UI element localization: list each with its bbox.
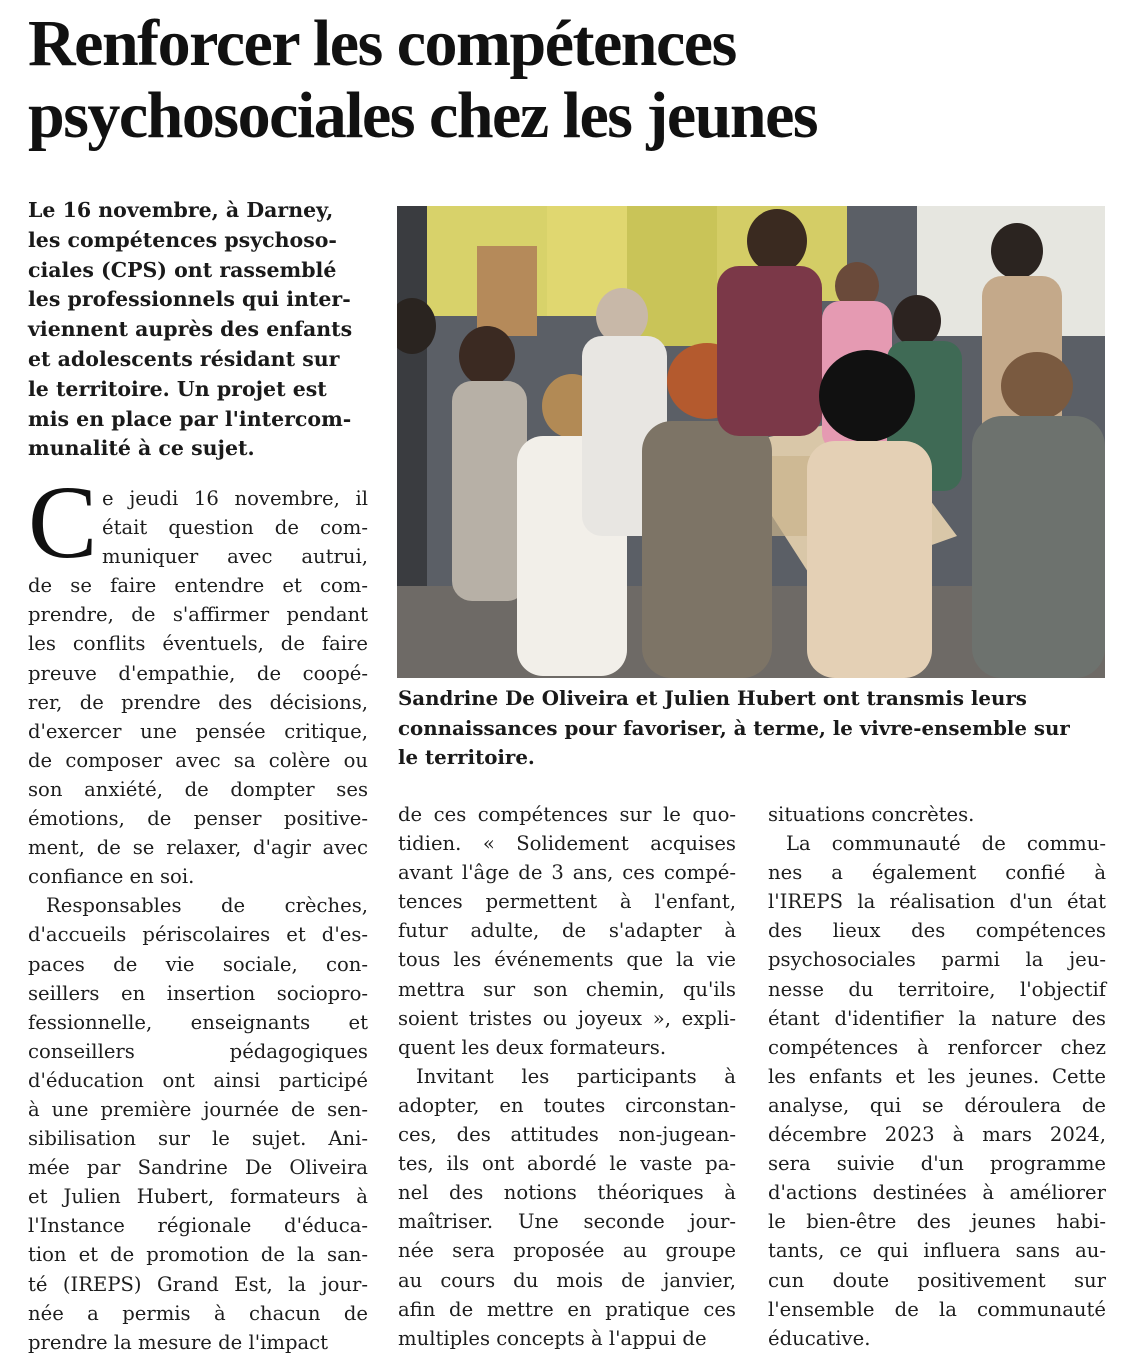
body-line: d'éducation ont ainsi participé — [28, 1068, 368, 1092]
body-line: tidien. « Solidement acquises — [398, 832, 736, 856]
body-line: confiance en soi. — [28, 865, 195, 889]
lead-line: Le 16 novembre, à Darney, — [28, 198, 334, 222]
body-line: mée par Sandrine De Oliveira — [28, 1156, 368, 1180]
body-line: prendre, de s'affirmer pendant — [28, 603, 368, 627]
lead-line: les compétences psychoso- — [28, 227, 337, 252]
body-column-2 — [398, 800, 736, 1353]
drop-cap: C — [28, 465, 98, 580]
body-line: sibilisation sur le sujet. Ani- — [28, 1127, 368, 1151]
body-line: à une première journée de sen- — [28, 1097, 368, 1121]
body-line: d'actions destinées à améliorer — [768, 1181, 1106, 1205]
body-line: mettra sur son chemin, qu'ils — [398, 977, 736, 1001]
body-line: soient tristes ou joyeux », expli- — [398, 1006, 736, 1030]
body-line: décembre 2023 à mars 2024, — [768, 1123, 1106, 1147]
body-line: muniquer avec autrui, — [102, 545, 368, 569]
caption-line: le territoire. — [398, 745, 535, 769]
article-headline — [28, 8, 1118, 152]
body-line: de se faire entendre et com- — [28, 574, 368, 598]
body-line: paces de vie sociale, con- — [28, 952, 368, 976]
body-line: ment, de se relaxer, d'agir avec — [28, 836, 368, 860]
body-line: des lieux des compétences — [768, 919, 1106, 943]
body-line: Invitant les participants à — [416, 1064, 736, 1088]
body-line: avant l'âge de 3 ans, ces compé- — [398, 861, 736, 885]
photo-illustration — [397, 206, 1105, 678]
lead-line: mis en place par l'intercom- — [28, 406, 352, 431]
caption-line: Sandrine De Oliveira et Julien Hubert ont transmis leurs — [398, 686, 1027, 710]
body-line: multiples concepts à l'appui de — [398, 1326, 707, 1350]
lead-line: les professionnels qui inter- — [28, 287, 351, 312]
body-line: étant d'identifier la nature des — [768, 1006, 1106, 1030]
body-line: de ces compétences sur le quo- — [398, 803, 736, 826]
body-line: l'Instance régionale d'éduca- — [28, 1214, 368, 1238]
body-line: tants, ce qui influera sans au- — [768, 1239, 1106, 1263]
body-line: les enfants et les jeunes. Cette — [768, 1064, 1106, 1088]
body-line: cun doute positivement sur — [768, 1268, 1106, 1292]
body-line: d'accueils périscolaires et d'es- — [28, 923, 368, 947]
body-line: analyse, qui se déroulera de — [768, 1093, 1106, 1117]
body-line: adopter, en toutes circonstan- — [398, 1093, 736, 1117]
photo-caption — [398, 684, 1098, 773]
body-line: ces, des attitudes non-jugean- — [398, 1123, 736, 1147]
body-line: conseillers pédagogiques — [28, 1039, 368, 1063]
body-line: les conflits éventuels, de faire — [28, 632, 368, 656]
body-line: le bien-être des jeunes habi- — [768, 1210, 1106, 1234]
body-line: tion et de promotion de la san- — [28, 1243, 368, 1267]
body-line: née a permis à chacun de — [28, 1301, 368, 1325]
body-line: seillers en insertion sociopro- — [28, 981, 368, 1005]
body-line: l'ensemble de la communauté — [768, 1297, 1106, 1321]
body-line: et Julien Hubert, formateurs à — [28, 1185, 368, 1209]
body-line: compétences à renforcer chez — [768, 1035, 1106, 1059]
group-workshop-photo — [397, 206, 1105, 678]
body-line: afin de mettre en pratique ces — [398, 1297, 736, 1321]
body-line: au cours du mois de janvier, — [398, 1268, 736, 1292]
body-line: l'IREPS la réalisation d'un état — [768, 890, 1106, 914]
article-lead — [28, 196, 373, 464]
lead-line: et adolescents résidant sur — [28, 346, 340, 371]
headline-line-1: Renforcer les compétences — [28, 7, 736, 80]
headline-line-2: psychosociales chez les jeunes — [28, 79, 818, 152]
body-line: nesse du territoire, l'objectif — [768, 977, 1106, 1001]
body-line: e jeudi 16 novembre, il — [102, 487, 368, 510]
body-line: d'exercer une pensée critique, — [28, 719, 368, 743]
body-line: situations concrètes. — [768, 803, 975, 826]
body-line: nes a également confié à — [768, 861, 1106, 885]
lead-line: munalité à ce sujet. — [28, 436, 255, 461]
body-line: de composer avec sa colère ou — [28, 748, 368, 772]
body-column-1 — [28, 484, 368, 1357]
body-line: tences permettent à l'enfant, — [398, 890, 736, 914]
lead-line: ciales (CPS) ont rassemblé — [28, 257, 337, 282]
body-line: tous les événements que la vie — [398, 948, 736, 972]
body-line: quent les deux formateurs. — [398, 1035, 667, 1059]
body-line: sera suivie d'un programme — [768, 1152, 1106, 1176]
body-line: Responsables de crèches, — [46, 894, 368, 918]
body-line: éducative. — [768, 1326, 871, 1350]
body-line: nel des notions théoriques à — [398, 1181, 736, 1205]
body-line: prendre la mesure de l'impact — [28, 1330, 329, 1354]
body-line: tes, ils ont abordé le vaste pa- — [398, 1152, 736, 1176]
caption-line: connaissances pour favoriser, à terme, le vivre-ensemble sur — [398, 715, 1070, 740]
body-line: rer, de prendre des décisions, — [28, 690, 368, 714]
body-line: La communauté de commu- — [786, 832, 1106, 856]
body-line: futur adulte, de s'adapter à — [398, 919, 736, 943]
body-line: psychosociales parmi la jeu- — [768, 948, 1106, 972]
body-line: té (IREPS) Grand Est, la jour- — [28, 1272, 368, 1296]
body-line: fessionnelle, enseignants et — [28, 1010, 368, 1034]
body-line: était question de com- — [102, 516, 368, 540]
lead-line: le territoire. Un projet est — [28, 376, 327, 401]
body-column-3 — [768, 800, 1106, 1353]
body-line: maîtriser. Une seconde jour- — [398, 1210, 736, 1234]
lead-line: viennent auprès des enfants — [28, 317, 353, 342]
body-line: son anxiété, de dompter ses — [28, 777, 368, 801]
body-line: preuve d'empathie, de coopé- — [28, 661, 368, 685]
body-line: née sera proposée au groupe — [398, 1239, 736, 1263]
body-line: émotions, de penser positive- — [28, 807, 368, 831]
